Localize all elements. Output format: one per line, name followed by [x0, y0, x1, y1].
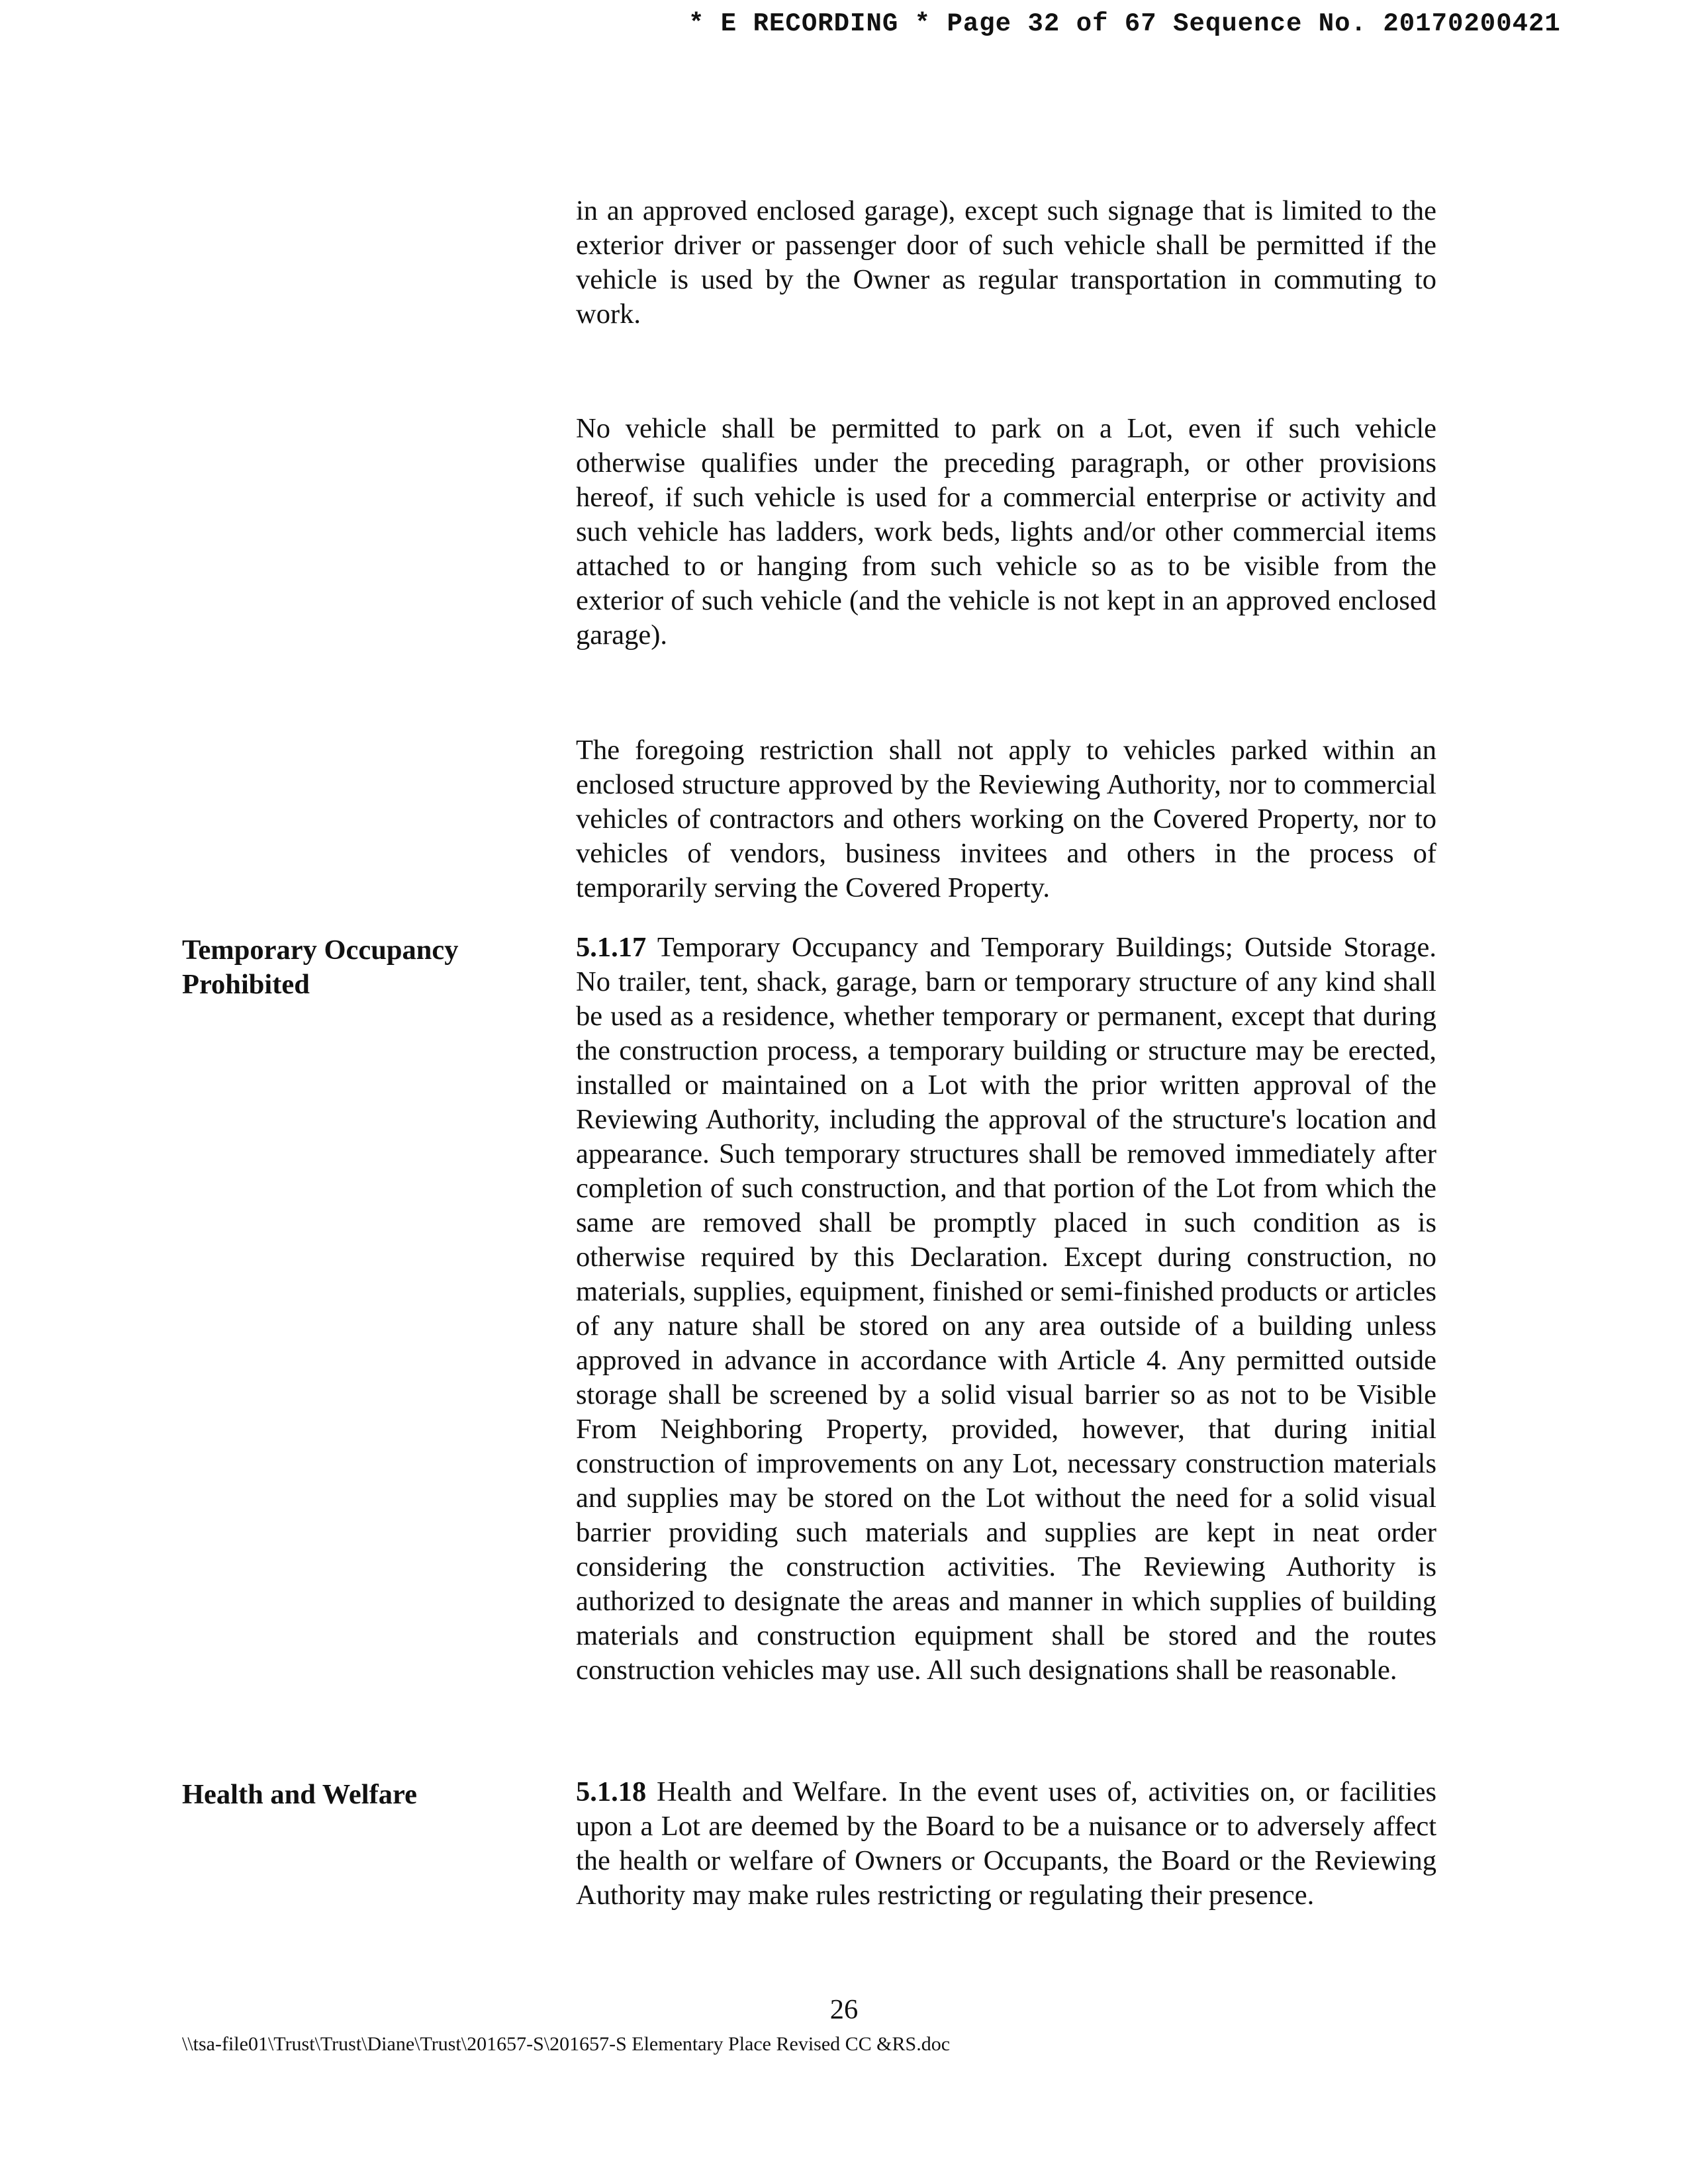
page-number: 26	[829, 1994, 859, 2025]
section-number: 5.1.18	[576, 1776, 647, 1807]
section-heading-temporary-occupancy: Temporary Occupancy Prohibited	[182, 934, 459, 1000]
file-path-footer: \\tsa-file01\Trust\Trust\Diane\Trust\201657-S\201657-S Elementary Place Revised CC &RS.doc	[182, 2033, 951, 2055]
section-5-1-17	[576, 931, 1436, 1688]
section-text: Temporary Occupancy and Temporary Buildings; Outside Storage. No trailer, tent, shack, garage, barn or temporary structure of any kind shall be used as a residence, whether temporary or permanent, except that during the construction process, a temporary building or structure may be erected, installed or maintained on a Lot with the prior written approval of the Reviewing Authority, including the approval of the structure's location and appearance. Such temporary structures shall be removed immediately after completion of such construction, and that portion of the Lot from which the same are removed shall be promptly placed in such condition as is otherwise required by this Declaration. Except during construction, no materials, supplies, equipment, finished or semi-finished products or articles of any nature shall be stored on any area outside of a building unless approved in advance in accordance with Article 4. Any permitted outside storage shall be screened by a solid visual barrier so as not to be Visible From Neighboring Property, provided, however, that during initial construction of improvements on any Lot, necessary construction materials and supplies may be stored on the Lot without the need for a solid visual barrier providing such materials and supplies are kept in neat order considering the construction activities. The Reviewing Authority is authorized to designate the areas and manner in which supplies of building materials and construction equipment shall be stored and the routes construction vehicles may use. All such designations shall be reasonable.	[576, 932, 1436, 1686]
section-number: 5.1.17	[576, 932, 647, 963]
recording-header: * E RECORDING * Page 32 of 67 Sequence No. 20170200421	[688, 9, 1561, 38]
section-heading-health-welfare: Health and Welfare	[182, 1779, 417, 1810]
foregoing-restriction-paragraph: The foregoing restriction shall not apply to vehicles parked within an enclosed structure approved by the Reviewing Authority, nor to commercial vehicles of contractors and others working on the Covered Property, nor to vehicles of vendors, business invitees and others in the process of temporarily serving the Covered Property.	[576, 735, 1436, 903]
vehicle-restriction-paragraph: No vehicle shall be permitted to park on a Lot, even if such vehicle otherwise qualifies under the preceding paragraph, or other provisions hereof, if such vehicle is used for a commercial enterprise or activity and such vehicle has ladders, work beds, lights and/or other commercial items attached to or hanging from such vehicle so as to be visible from the exterior of such vehicle (and the vehicle is not kept in an approved enclosed garage).	[576, 413, 1436, 651]
continuation-paragraph: in an approved enclosed garage), except such signage that is limited to the exterior driver or passenger door of such vehicle shall be permitted if the vehicle is used by the Owner as regular transportation in commuting to work.	[576, 195, 1436, 330]
section-5-1-18	[576, 1775, 1436, 1913]
section-text: Health and Welfare. In the event uses of, activities on, or facilities upon a Lot are deemed by the Board to be a nuisance or to adversely affect the health or welfare of Owners or Occupants, the Board or the Reviewing Authority may make rules restricting or regulating their presence.	[576, 1776, 1436, 1911]
